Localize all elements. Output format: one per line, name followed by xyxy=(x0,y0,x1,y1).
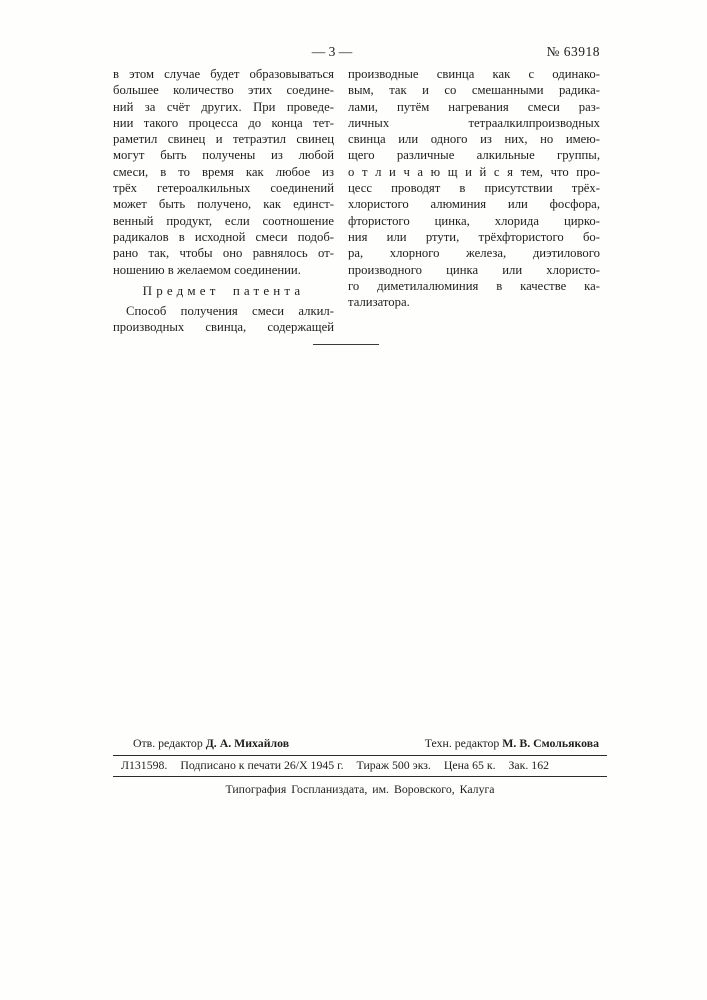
page-header xyxy=(113,44,600,62)
text-line: производные свинца как с одинако- xyxy=(348,67,600,81)
text-line: ния или ртути, трёхфтористого бо- xyxy=(348,229,600,244)
price: Цена 65 к. xyxy=(443,758,496,772)
text-line: тализатора. xyxy=(348,295,410,310)
claims-section-heading: Предмет патента xyxy=(142,282,305,298)
print-details-row xyxy=(113,756,607,774)
text-line: свинца или одного из них, но имею- xyxy=(348,132,600,147)
claim-paragraph-start xyxy=(113,303,334,336)
text-line: Способ получения смеси алкил- xyxy=(126,304,334,319)
text-line: в этом случае будет образовываться xyxy=(113,67,334,81)
text-line: радикалов в исходной смеси подоб- xyxy=(113,229,334,244)
text-line: рано так, чтобы оно равнялось от- xyxy=(113,246,334,261)
print-code: Л131598. xyxy=(121,758,168,772)
responsible-editor-name: Д. А. Михайлов xyxy=(205,736,290,750)
text-line: личных тетраалкилпроизводных xyxy=(348,115,600,130)
text-line: ра, хлорного железа, диэтилового xyxy=(348,246,600,261)
text-line: раметил свинец и тетраэтил свинец xyxy=(113,132,334,147)
text-line: ношению в желаемом соединении. xyxy=(113,262,301,277)
order-number: Зак. 162 xyxy=(508,758,549,772)
text-line: ний за счёт других. При проведе- xyxy=(113,99,334,114)
text-line: смеси, в то время как любое из xyxy=(113,164,334,179)
circulation: Тираж 500 экз. xyxy=(356,758,431,772)
responsible-editor xyxy=(133,736,289,750)
text-line: трёх гетероалкильных соединений xyxy=(113,181,334,196)
footer-rule-bottom xyxy=(113,776,607,777)
technical-editor xyxy=(425,736,599,750)
text-line: о т л и ч а ю щ и й с я тем, что про- xyxy=(348,164,600,179)
text-line: большее количество этих соедине- xyxy=(113,83,334,98)
right-column xyxy=(348,66,600,336)
text-line: вым, так и со смешанными радика- xyxy=(348,83,600,98)
text-line: фтористого цинка, хлорида цирко- xyxy=(348,213,600,228)
text-line: цесс проводят в присутствии трёх- xyxy=(348,181,600,196)
page-number: — 3 — xyxy=(311,44,353,59)
responsible-editor-label: Отв. редактор xyxy=(133,736,203,750)
text-line: производных свинца, содержащей xyxy=(113,320,334,335)
text-line: го диметилалюминия в качестве ка- xyxy=(348,278,600,293)
left-column xyxy=(113,66,334,336)
technical-editor-label: Техн. редактор xyxy=(424,736,500,750)
text-line: нии такого процесса до конца тет- xyxy=(113,115,334,130)
claim-paragraph-continuation xyxy=(348,66,600,310)
text-line: хлористого алюминия или фосфора, xyxy=(348,197,600,212)
text-line: щего различные алкильные группы, xyxy=(348,148,600,163)
patent-number: № 63918 xyxy=(546,44,600,59)
end-of-text-divider xyxy=(313,344,379,345)
text-line: производного цинка или хлористо- xyxy=(348,262,600,277)
technical-editor-name: М. В. Смольякова xyxy=(502,736,599,750)
text-columns xyxy=(113,66,600,336)
editors-row xyxy=(113,736,607,750)
text-line: венный продукт, если соотношение xyxy=(113,213,334,228)
printing-house: Типография Госпланиздата, им. Воровского, Калуга xyxy=(225,782,495,796)
imprint-footer xyxy=(113,736,607,796)
print-date: Подписано к печати 26/X 1945 г. xyxy=(180,758,344,772)
text-line: может быть получено, как единст- xyxy=(113,197,334,212)
text-line: лами, путём нагревания смеси раз- xyxy=(348,99,600,114)
text-line: могут быть получены из любой xyxy=(113,148,334,163)
left-column-paragraph xyxy=(113,66,334,278)
